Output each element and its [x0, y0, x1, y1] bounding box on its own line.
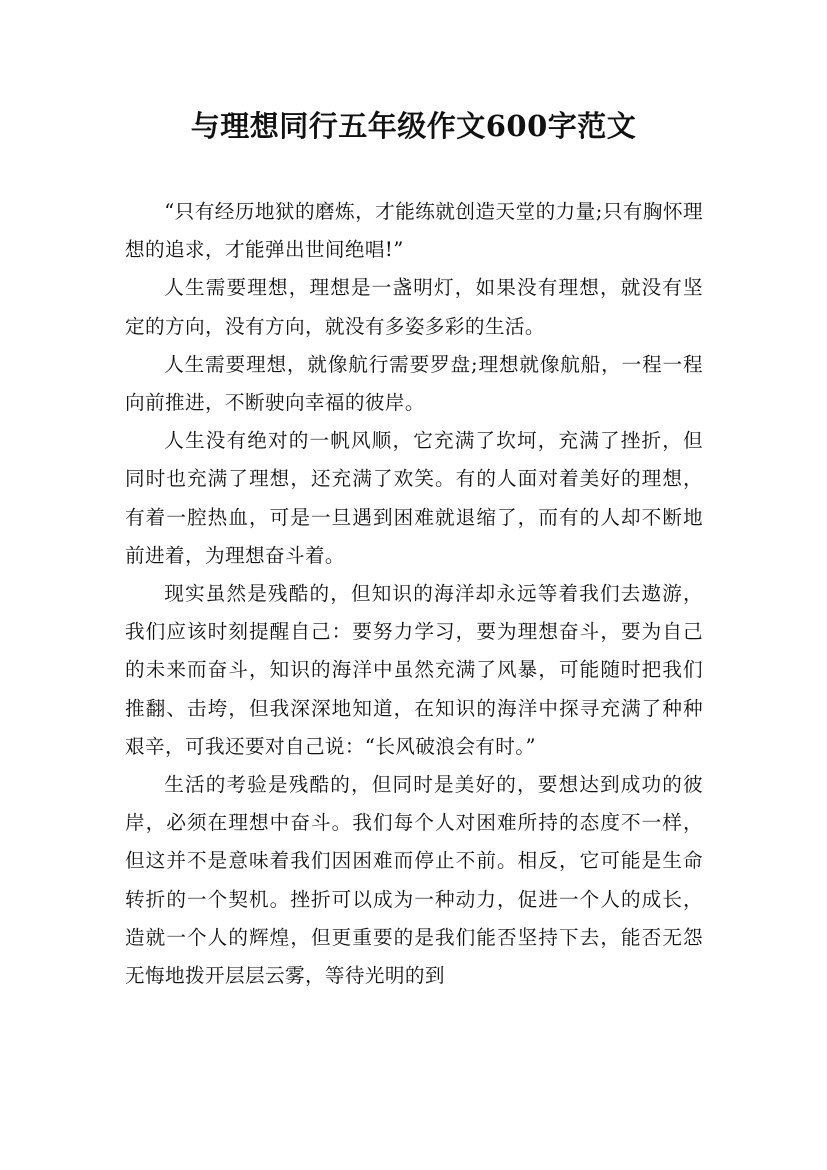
paragraph-6: 生活的考验是残酷的，但同时是美好的，要想达到成功的彼岸，必须在理想中奋斗。我们每个人对困难所持的态度不一样，但这并不是意味着我们因困难而停止不前。相反，它可能是生命转折的一个契机。挫折可以成为一种动力，促进一个人的成长，造就一个人的辉煌，但更重要的是我们能否坚持下去，能否无怨无悔地拨开层层云雾，等待光明的到	[125, 773, 703, 988]
paragraph-1: “只有经历地狱的磨炼，才能练就创造天堂的力量;只有胸怀理想的追求，才能弹出世间绝唱!”	[125, 200, 703, 262]
document-body	[125, 193, 703, 995]
document-title: 与理想同行五年级作文600字范文	[190, 109, 637, 143]
paragraph-4: 人生没有绝对的一帆风顺，它充满了坎坷，充满了挫折，但同时也充满了理想，还充满了欢笑。有的人面对着美好的理想，有着一腔热血，可是一旦遇到困难就退缩了，而有的人却不断地前进着，为理想奋斗着。	[125, 429, 703, 567]
paragraph-2: 人生需要理想，理想是一盏明灯，如果没有理想，就没有坚定的方向，没有方向，就没有多姿多彩的生活。	[125, 276, 703, 338]
paragraph-5: 现实虽然是残酷的，但知识的海洋却永远等着我们去遨游，我们应该时刻提醒自己：要努力学习，要为理想奋斗，要为自己的未来而奋斗，知识的海洋中虽然充满了风暴，可能随时把我们推翻、击垮，但我深深地知道，在知识的海洋中探寻充满了种种艰辛，可我还要对自己说：“长风破浪会有时。”	[125, 582, 703, 758]
paragraph-3: 人生需要理想，就像航行需要罗盘;理想就像航船，一程一程向前推进，不断驶向幸福的彼岸。	[125, 352, 703, 415]
